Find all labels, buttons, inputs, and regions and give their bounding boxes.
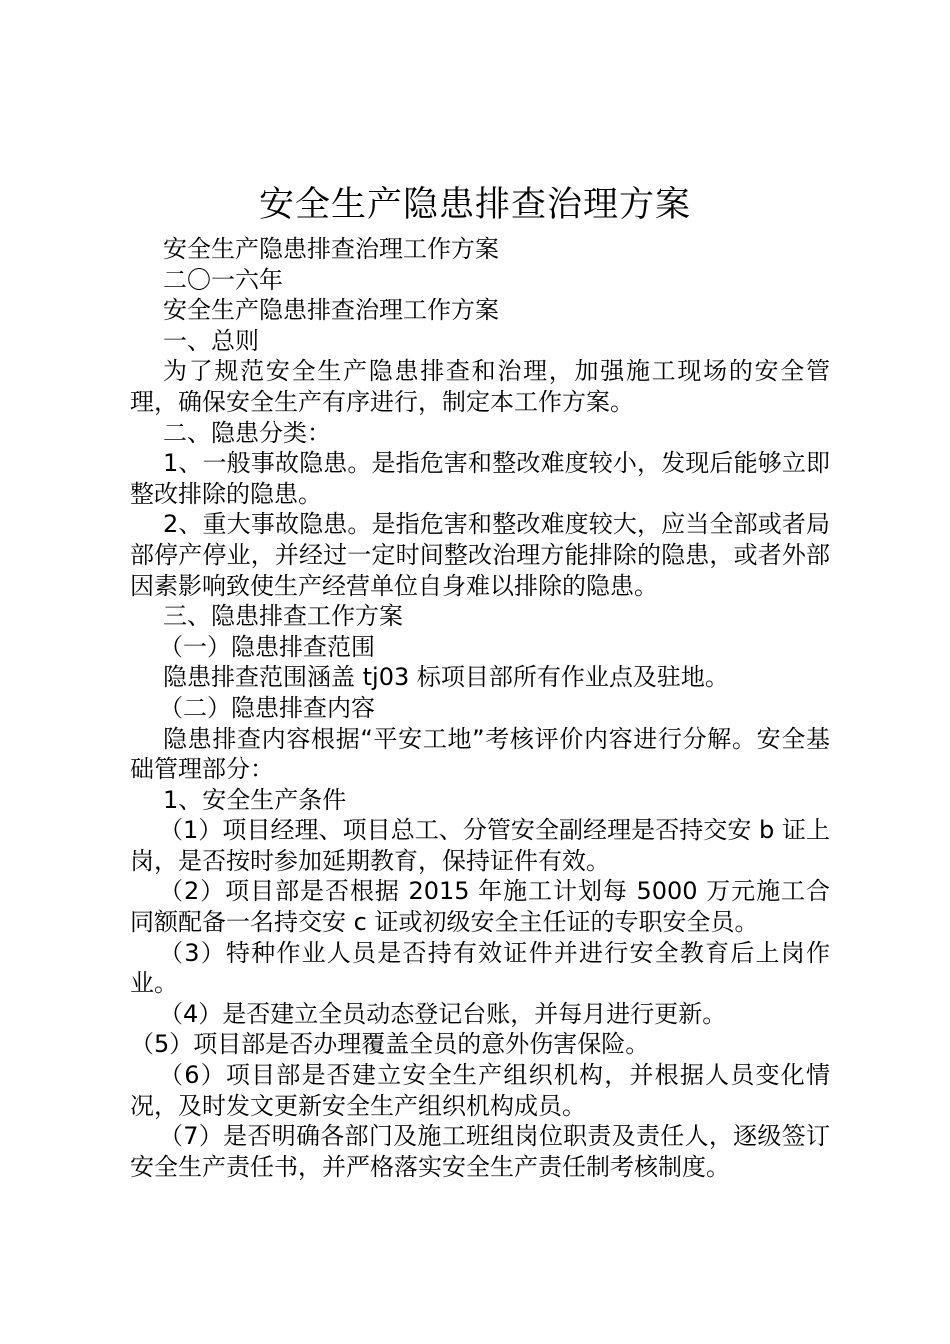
- paragraph: （2）项目部是否根据 2015 年施工计划每 5000 万元施工合同额配备一名持交安 c 证或初级安全主任证的专职安全员。: [130, 877, 830, 937]
- paragraph: （1）项目经理、项目总工、分管安全副经理是否持交安 b 证上岗，是否按时参加延期教育，保持证件有效。: [130, 816, 830, 875]
- paragraph: 隐患排查内容根据“平安工地”考核评价内容进行分解。安全基础管理部分：: [130, 724, 830, 784]
- paragraph: 为了规范安全生产隐患排查和治理，加强施工现场的安全管理，确保安全生产有序进行，制定本工作方案。: [130, 357, 830, 416]
- paragraph: （5）项目部是否办理覆盖全员的意外伤害保险。: [130, 1030, 650, 1059]
- paragraph: 二〇一六年: [163, 265, 283, 294]
- paragraph: 2、重大事故隐患。是指危害和整改难度较大，应当全部或者局部停产停业，并经过一定时间整改治理方能排除的隐患，或者外部因素影响致使生产经营单位自身难以排除的隐患。: [130, 510, 830, 600]
- paragraph: 隐患排查范围涵盖 tj03 标项目部所有作业点及驻地。: [163, 663, 729, 692]
- paragraph: （3）特种作业人员是否持有效证件并进行安全教育后上岗作业。: [130, 938, 830, 998]
- paragraph: 二、隐患分类：: [163, 418, 331, 447]
- paragraph: 1、安全生产条件: [163, 785, 347, 814]
- document-title: 安全生产隐患排查治理方案: [258, 185, 691, 225]
- paragraph: 一、总则: [163, 326, 259, 355]
- paragraph: （7）是否明确各部门及施工班组岗位职责及责任人，逐级签订安全生产责任书，并严格落实安全生产责任制考核制度。: [130, 1122, 830, 1181]
- paragraph: 安全生产隐患排查治理工作方案: [163, 235, 499, 263]
- paragraph: 安全生产隐患排查治理工作方案: [163, 296, 499, 325]
- paragraph: （4）是否建立全员动态登记台账，并每月进行更新。: [159, 999, 727, 1028]
- paragraph: 1、一般事故隐患。是指危害和整改难度较小，发现后能够立即整改排除的隐患。: [130, 449, 830, 508]
- paragraph: 三、隐患排查工作方案: [163, 602, 403, 631]
- paragraph: （一）隐患排查范围: [159, 632, 375, 661]
- paragraph: （6）项目部是否建立安全生产组织机构，并根据人员变化情况，及时发文更新安全生产组织机构成员。: [130, 1061, 830, 1120]
- paragraph: （二）隐患排查内容: [159, 693, 375, 722]
- document-body: [130, 234, 830, 1182]
